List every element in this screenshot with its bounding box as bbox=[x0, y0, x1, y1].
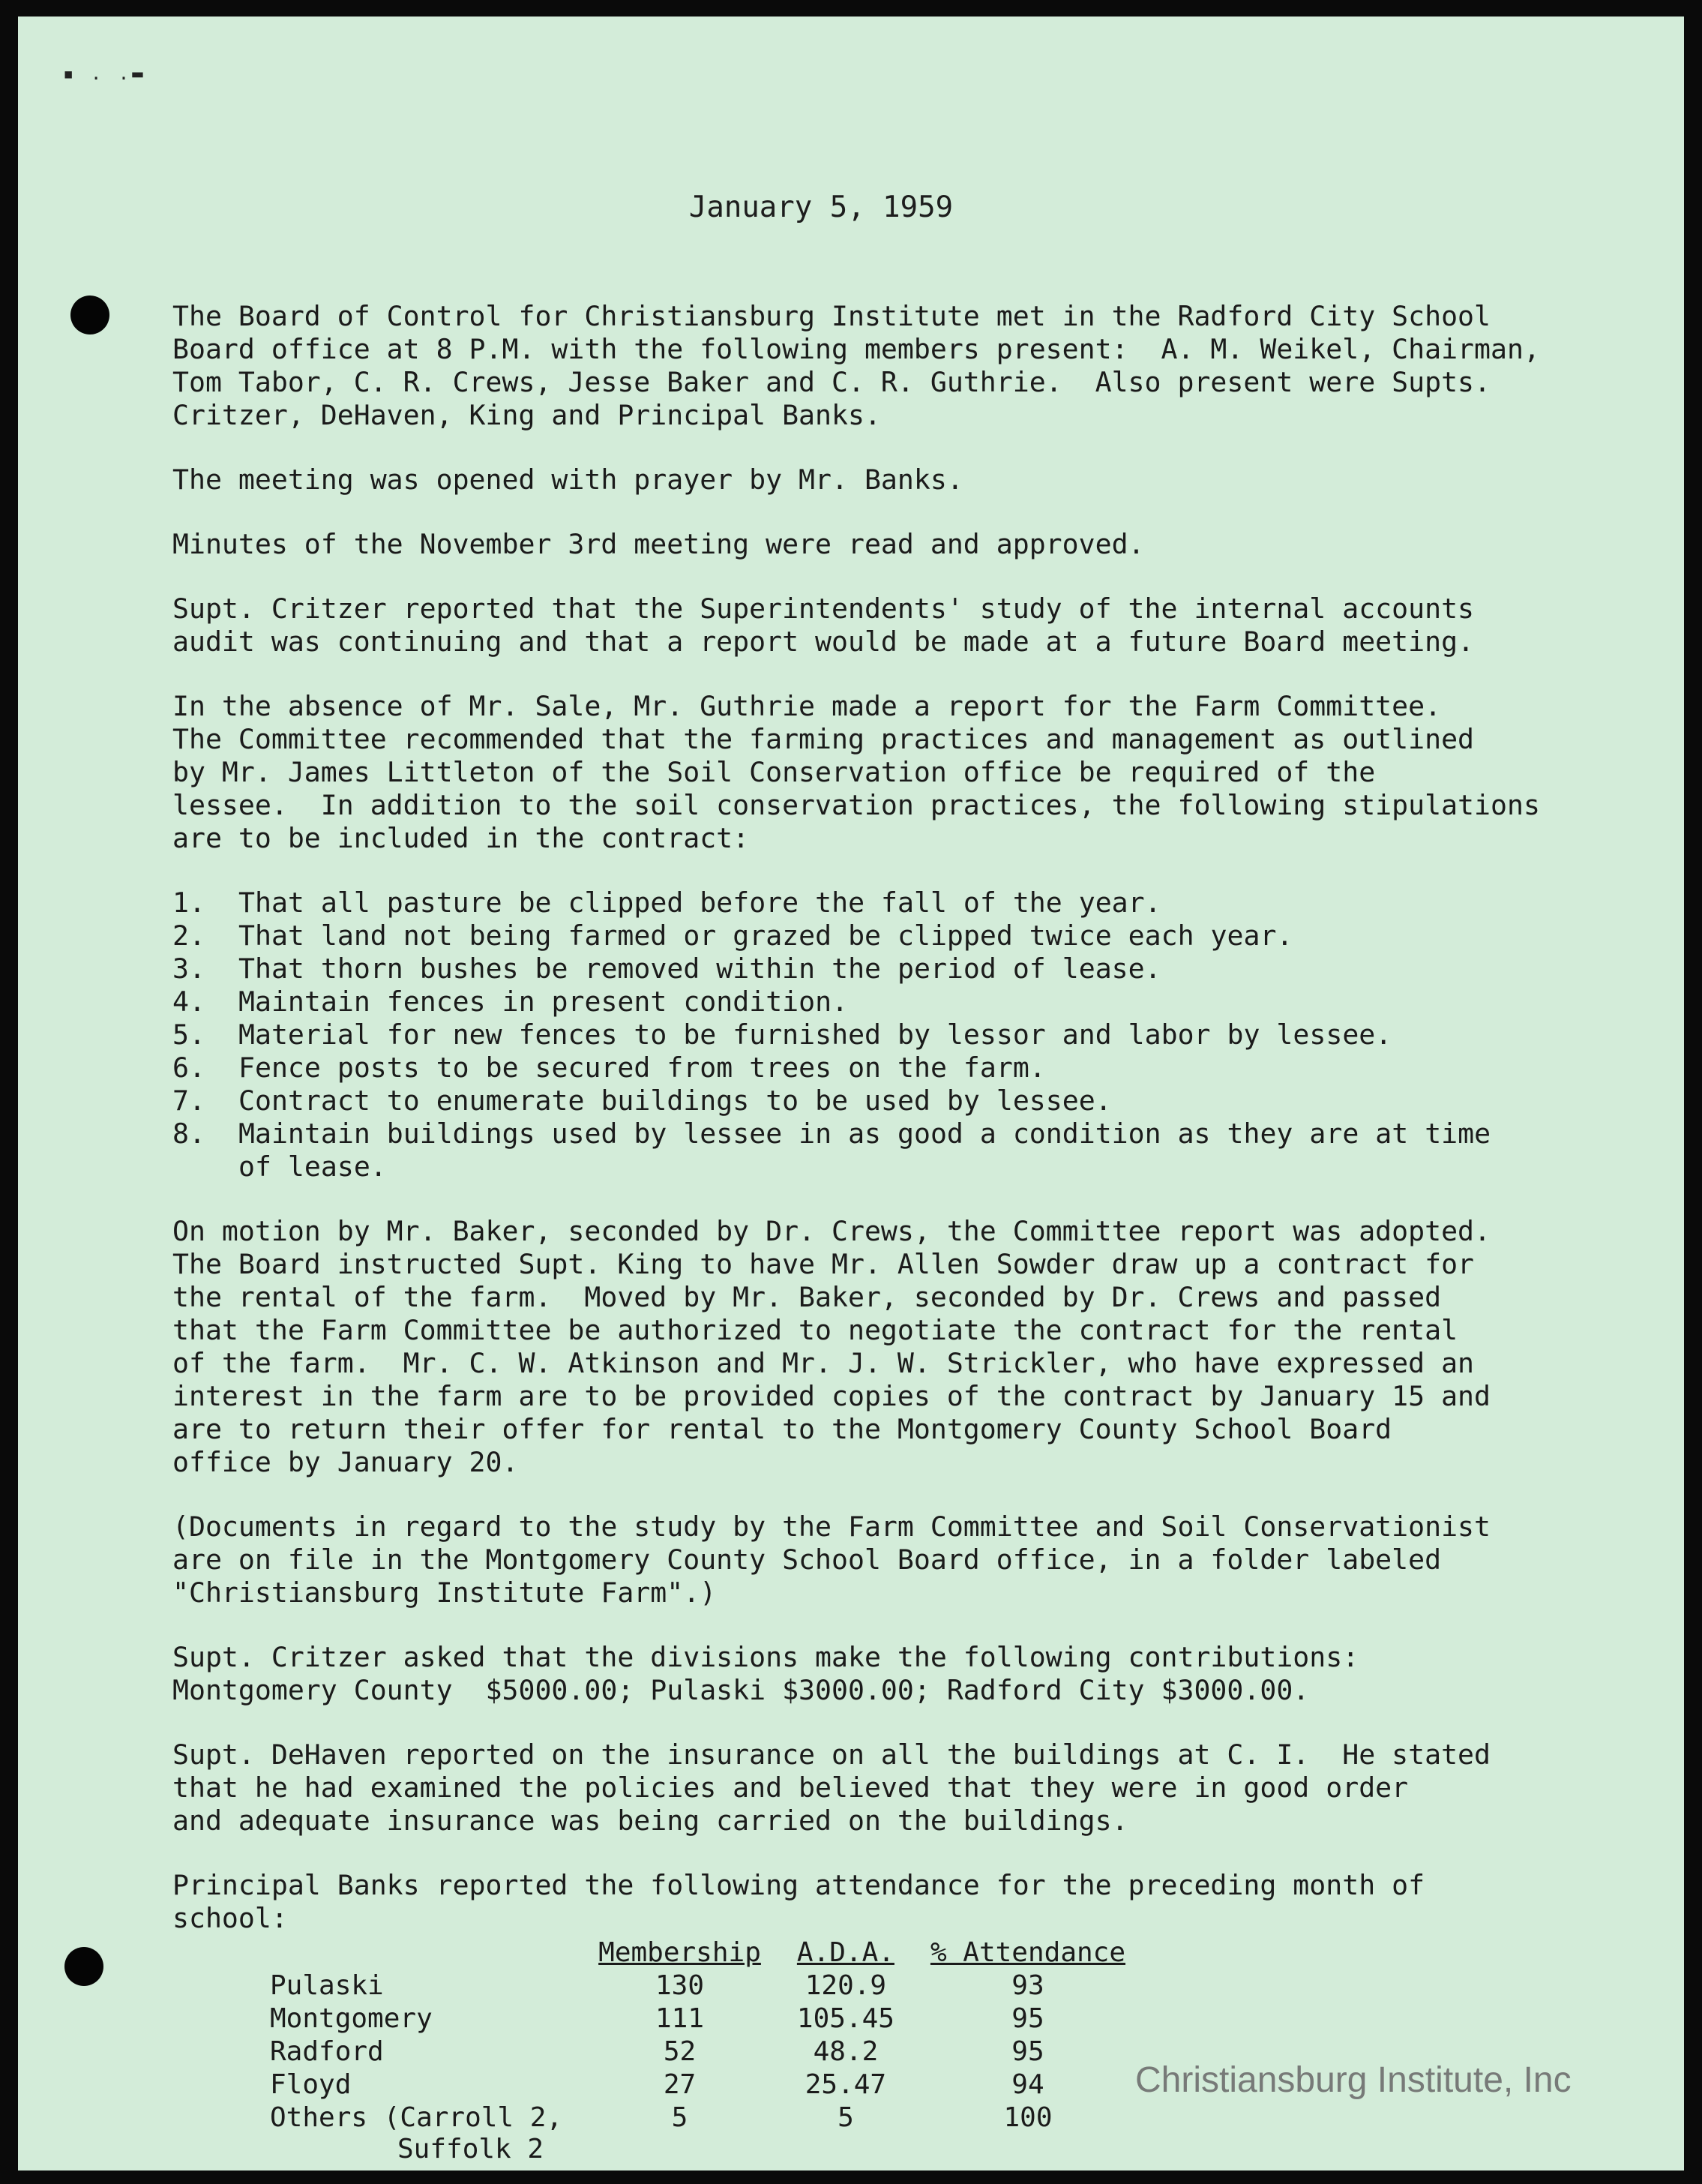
list-item: 5. Material for new fences to be furnished by lessor and labor by lessee. bbox=[172, 1018, 1392, 1051]
paragraph: In the absence of Mr. Sale, Mr. Guthrie made a report for the Farm Committee. The Committee recommended that the farming practices and management as outlined by Mr. James Littleton of the Soil Conservation office be required of the lessee. In addition to the soil conservation practices, the following stipulations are to be included in the contract: bbox=[172, 690, 1540, 854]
corner-mark: ▪ . .▬ bbox=[63, 63, 146, 84]
punch-hole-top bbox=[70, 296, 109, 334]
paragraph: Supt. Critzer asked that the divisions make the following contributions: Montgomery County $5000.00; Pulaski $3000.00; Radford City $3000.00. bbox=[172, 1641, 1359, 1706]
list-item: 8. Maintain buildings used by lessee in as good a condition as they are at time of lease. bbox=[172, 1118, 1491, 1183]
paragraph: On motion by Mr. Baker, seconded by Dr. Crews, the Committee report was adopted. The Board instructed Supt. King to have Mr. Allen Sowder draw up a contract for the rental of the farm. Moved by Mr. Baker, seconded by Dr. Crews and passed that the Farm Committee be authorized to negotiate the contract for the rental of the farm. Mr. C. W. Atkinson and Mr. J. W. Strickler, who have expressed an interest in the farm are to be provided copies of the contract by January 15 and are to return their offer for rental to the Montgomery County School Board office by January 20. bbox=[172, 1215, 1491, 1478]
paragraph: Minutes of the November 3rd meeting were read and approved. bbox=[172, 528, 1145, 560]
column-header: Membership bbox=[598, 1937, 761, 1968]
stipulations-list bbox=[172, 886, 1597, 1184]
paragraph: Supt. DeHaven reported on the insurance on all the buildings at C. I. He stated that he had examined the policies and believed that they were in good order and adequate insurance was being carried on the buildings. bbox=[172, 1738, 1491, 1837]
document-date: January 5, 1959 bbox=[688, 190, 954, 224]
list-item: 2. That land not being farmed or grazed be clipped twice each year. bbox=[172, 920, 1293, 952]
list-item: 4. Maintain fences in present condition. bbox=[172, 986, 849, 1018]
table-row: Floyd 27 25.47 94 bbox=[270, 2069, 1044, 2100]
watermark-text: Christiansburg Institute, Inc bbox=[1135, 2060, 1572, 2100]
paragraph: The Board of Control for Christiansburg Institute met in the Radford City School Board office at 8 P.M. with the following members present: A. M. Weikel, Chairman, Tom Tabor, C. R. Crews, Jesse Baker and C. R. Guthrie. Also present were Supts. Critzer, DeHaven, King and Principal Banks. bbox=[172, 300, 1540, 431]
list-item: 7. Contract to enumerate buildings to be used by lessee. bbox=[172, 1084, 1112, 1117]
paragraph: (Documents in regard to the study by the Farm Committee and Soil Conservationist are on file in the Montgomery County School Board office, in a folder labeled "Christiansburg Institute Farm".) bbox=[172, 1510, 1491, 1609]
table-row: Others (Carroll 2, Suffolk 2 5 5 100 bbox=[270, 2102, 1053, 2164]
table-row: Pulaski 130 120.9 93 bbox=[270, 1970, 1044, 2001]
column-header: A.D.A. bbox=[796, 1937, 894, 1968]
paragraph: The meeting was opened with prayer by Mr. Banks. bbox=[172, 464, 963, 496]
column-header: % Attendance bbox=[930, 1937, 1126, 1968]
attendance-table bbox=[270, 1936, 1161, 2166]
table-header-row bbox=[270, 1936, 1161, 1970]
table-row: Radford 52 48.2 95 bbox=[270, 2036, 1044, 2067]
document-page bbox=[18, 16, 1684, 2170]
list-item: 1. That all pasture be clipped before the fall of the year. bbox=[172, 886, 1161, 919]
paragraph: Supt. Critzer reported that the Superintendents' study of the internal accounts audit was continuing and that a report would be made at a future Board meeting. bbox=[172, 592, 1475, 658]
table-row: Montgomery 111 105.45 95 bbox=[270, 2003, 1044, 2034]
minutes-body bbox=[172, 300, 1597, 2166]
list-item: 3. That thorn bushes be removed within the period of lease. bbox=[172, 952, 1161, 985]
paragraph: Principal Banks reported the following attendance for the preceding month of school: bbox=[172, 1869, 1425, 1934]
list-item: 6. Fence posts to be secured from trees on the farm. bbox=[172, 1052, 1046, 1084]
punch-hole-bottom bbox=[64, 1947, 103, 1986]
